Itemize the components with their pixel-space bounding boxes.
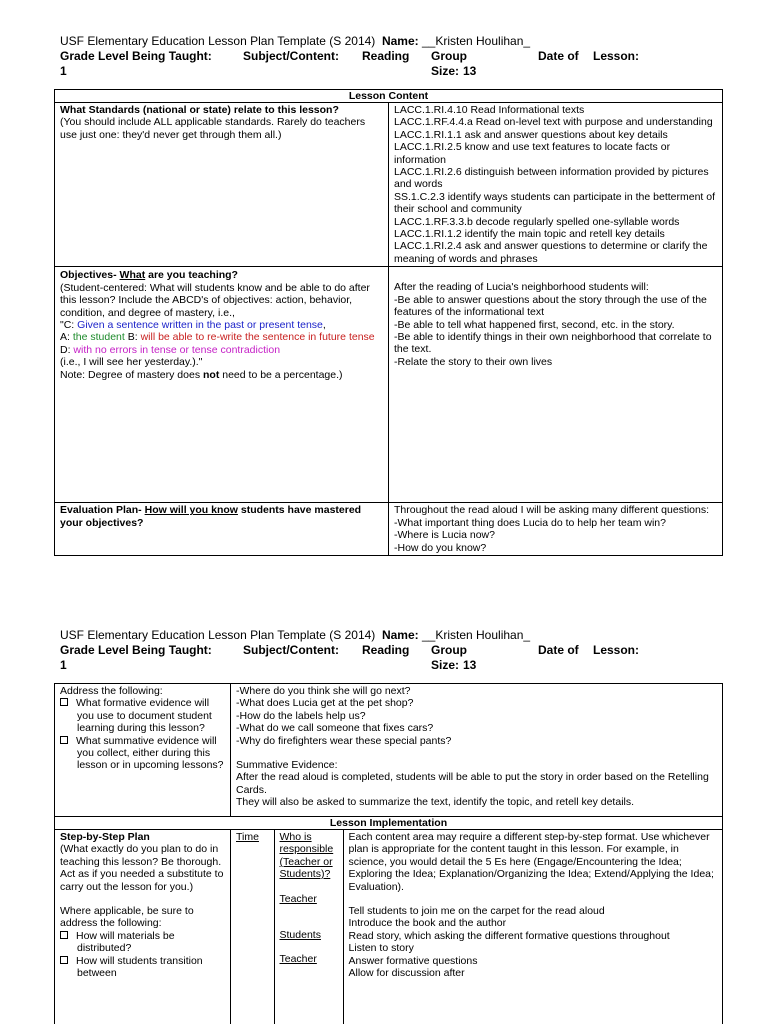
lesson-label: Lesson: [593, 643, 640, 657]
size-value: 13 [463, 64, 477, 78]
header-title-line [60, 628, 720, 643]
grade-value: 1 [60, 64, 67, 78]
lesson-content-table [54, 89, 723, 556]
lesson-implementation-table [54, 683, 723, 1024]
who-row: Teacher [279, 892, 317, 905]
standard-item: LACC.1.RI.2.4 ask and answer questions to determine or clarify the meaning of words and phrases [394, 240, 708, 265]
step-check: How will students transition between [60, 955, 225, 980]
step-inner-table [231, 830, 722, 1024]
step-action: Allow for discussion after [348, 967, 465, 980]
date-label: Date of [538, 643, 579, 657]
step-plan-cell [55, 830, 231, 1024]
standard-item: LACC.1.RI.2.6 distinguish between information provided by pictures and words [394, 166, 709, 191]
evaluation-item: Throughout the read aloud I will be asking many different questions: [394, 504, 709, 517]
objective-item: -Be able to identify things in their own neighborhood that correlate to the text. [394, 330, 712, 356]
checkbox-icon [60, 698, 68, 706]
time-label: Time [236, 831, 259, 843]
header-size-row [60, 64, 720, 79]
objective-degree: with no errors in tense or tense contradiction [73, 343, 281, 356]
page-header-2 [60, 628, 720, 673]
objective-audience: the student [72, 331, 125, 344]
objective-condition: Given a sentence written in the past or present tense [77, 318, 323, 331]
formative-answer-cell [231, 684, 723, 817]
who-row: Students [279, 929, 321, 942]
header-grade-row [60, 643, 720, 658]
standards-question: What Standards (national or state) relate to this lesson? [60, 104, 339, 116]
formative-item: -How do the labels help us? [236, 709, 366, 722]
lesson-label: Lesson: [593, 49, 640, 63]
who-row: Teacher [279, 953, 317, 966]
grade-label: Grade Level Being Taught: [60, 643, 212, 657]
name-label: Name: [381, 34, 419, 48]
formative-item: -Where do you think she will go next? [236, 685, 411, 697]
step-plan-note: (What exactly do you plan to do in teaching this lesson? Be thorough. Act as if you needed a substitute to carry out the lesson for you.) [60, 843, 224, 893]
time-column [231, 830, 274, 1024]
evaluation-answer-cell [389, 503, 723, 556]
grade-label: Grade Level Being Taught: [60, 49, 212, 63]
subject-label: Subject/Content: [243, 643, 339, 657]
evaluation-item: -How do you know? [394, 541, 487, 554]
objectives-question: Objectives- What are you teaching? [60, 269, 238, 282]
name-value: __Kristen Houlihan_ [421, 628, 531, 642]
step-description: Each content area may require a different step-by-step format. Use whichever plan is appropriate for the content taught in this lesson. For example, in science, you would detail the 5 Es here (Engage/Encountering the Idea; Exploring the Idea; Explanation/Organizing the Idea; Extend/Applying the Idea; Evaluation). [348, 831, 714, 893]
step-action: Answer formative questions [348, 954, 478, 967]
step-action: Tell students to join me on the carpet for the read aloud [348, 905, 605, 918]
date-label: Date of [538, 49, 579, 63]
standard-item: LACC.1.RI.2.5 know and use text features to locate facts or information [394, 141, 671, 166]
summative-label: Summative Evidence: [236, 759, 338, 772]
step-action: Listen to story [348, 942, 414, 955]
objectives-answer-cell [389, 267, 723, 503]
step-plan-title: Step-by-Step Plan [60, 831, 150, 843]
formative-item: -What does Lucia get at the pet shop? [236, 697, 414, 710]
step-action: Read story, which asking the different formative questions throughout [348, 929, 670, 942]
who-column [274, 830, 343, 1024]
objective-behavior: will be able to re-write the sentence in future tense [140, 331, 375, 344]
standard-item: LACC.1.RI.1.1 ask and answer questions about key details [394, 128, 668, 141]
grade-value: 1 [60, 658, 67, 672]
address-intro: Address the following: [60, 685, 163, 697]
objective-item: -Be able to tell what happened first, second, etc. in the story. [394, 318, 675, 331]
size-label: Size: [431, 658, 460, 672]
header-size-row [60, 658, 720, 673]
evaluation-question: Evaluation Plan- How will you know students have mastered your objectives? [60, 504, 362, 529]
header-title-line [60, 34, 720, 49]
name-value: __Kristen Houlihan_ [421, 34, 531, 48]
template-title: USF Elementary Education Lesson Plan Template (S 2014) [60, 34, 376, 48]
evaluation-question-cell [55, 503, 389, 556]
objectives-note: (Student-centered: What will students know and be able to do after this lesson? Include the ABCD's of objectives: action, behavior, condition, and degree of mastery, i.e., [60, 281, 370, 319]
address-check: What summative evidence will you collect, either during this lesson or in upcoming lessons? [60, 735, 225, 772]
address-cell [55, 684, 231, 817]
standard-item: LACC.1.RI.1.2 identify the main topic and retell key details [394, 228, 665, 241]
lesson-implementation-heading: Lesson Implementation [55, 817, 723, 830]
standard-item: LACC.1.RF.3.3.b decode regularly spelled one-syllable words [394, 215, 680, 228]
evaluation-item: -Where is Lucia now? [394, 529, 495, 542]
template-title: USF Elementary Education Lesson Plan Template (S 2014) [60, 628, 376, 642]
standards-question-cell [55, 103, 389, 267]
checkbox-icon [60, 956, 68, 964]
step-check: How will materials be distributed? [60, 930, 225, 955]
summative-item: They will also be asked to summarize the text, identify the topic, and retell key details. [236, 796, 635, 809]
objective-note: Note: Degree of mastery does not need to be a percentage.) [60, 368, 343, 381]
subject-label: Subject/Content: [243, 49, 339, 63]
step-action: Introduce the book and the author [348, 917, 507, 930]
subject-value: Reading [362, 643, 410, 657]
page-header-1 [60, 34, 720, 79]
name-label: Name: [381, 628, 419, 642]
formative-item: -Why do firefighters wear these special pants? [236, 734, 452, 747]
objective-item: -Be able to answer questions about the story through the use of the features of the informational text [394, 293, 707, 319]
summative-item: After the read aloud is completed, students will be able to put the story in order based on the Retelling Cards. [236, 771, 709, 796]
step-plan-where: Where applicable, be sure to address the following: [60, 905, 194, 930]
step-detail-cell [231, 830, 723, 1024]
size-value: 13 [463, 658, 477, 672]
standard-item: LACC.1.RF.4.4.a Read on-level text with purpose and understanding [394, 116, 713, 129]
group-label: Group [431, 643, 467, 657]
checkbox-icon [60, 736, 68, 744]
standards-note: (You should include ALL applicable standards. Rarely do teachers use just one: they'd never get through them all.) [60, 116, 366, 141]
checkbox-icon [60, 931, 68, 939]
who-label: Who is responsible (Teacher or Students)? [279, 831, 334, 881]
objective-item: -Relate the story to their own lives [394, 355, 553, 368]
objectives-intro: After the reading of Lucia's neighborhood students will: [394, 281, 649, 294]
objectives-question-cell: Objectives- What are you teaching? (Student-centered: What will students know and be able to do after this lesson? Include the ABCD's of objectives: action, behavior, condition, and degree of mastery, i.e., "C: Given a sentence written in the past or present tense, A: the student B: will be able to re-write the sentence in future tense D: with no errors in tense or tense contradiction (i.e., I will see her yesterday.)." Note: Degree of mastery does not need to be a percentage.) [55, 267, 389, 503]
evaluation-item: -What important thing does Lucia do to help her team win? [394, 516, 666, 529]
standards-list-cell [389, 103, 723, 267]
lesson-content-heading: Lesson Content [55, 90, 723, 103]
standard-item: SS.1.C.2.3 identify ways students can participate in the betterment of their school and community [394, 190, 716, 216]
header-grade-row [60, 49, 720, 64]
activity-column [343, 830, 722, 1024]
address-check: What formative evidence will you use to document student learning during this lesson? [60, 697, 225, 734]
subject-value: Reading [362, 49, 410, 63]
group-label: Group [431, 49, 467, 63]
standard-item: LACC.1.RI.4.10 Read Informational texts [394, 104, 585, 116]
objective-example: (i.e., I will see her yesterday.)." [60, 356, 203, 369]
formative-item: -What do we call someone that fixes cars? [236, 722, 434, 735]
size-label: Size: [431, 64, 460, 78]
